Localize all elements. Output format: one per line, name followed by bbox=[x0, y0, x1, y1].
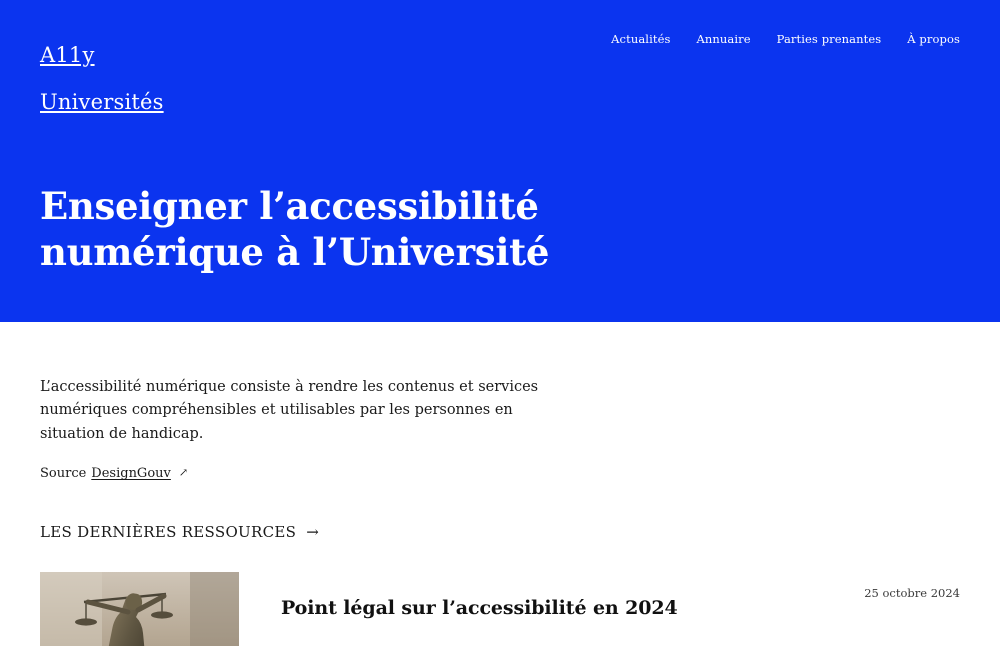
site-logo-line-2: Universités bbox=[40, 89, 164, 114]
resource-title[interactable]: Point légal sur l’accessibilité en 2024 bbox=[281, 597, 678, 620]
intro-line-3: situation de handicap. bbox=[40, 425, 204, 442]
intro-line-1: L’accessibilité numérique consiste à rendre les contenus et services bbox=[40, 379, 539, 395]
site-logo[interactable] bbox=[40, 20, 164, 138]
site-hero bbox=[0, 0, 1000, 322]
intro-paragraph bbox=[40, 376, 540, 446]
external-link-icon: ↗ bbox=[178, 466, 189, 480]
nav-item-actualites[interactable]: Actualités bbox=[611, 32, 671, 46]
resource-date: 25 octobre 2024 bbox=[864, 586, 960, 601]
site-logo-line-1: A11y bbox=[40, 42, 95, 67]
nav-item-parties-prenantes[interactable]: Parties prenantes bbox=[776, 32, 882, 46]
nav-item-a-propos[interactable]: À propos bbox=[907, 32, 960, 46]
list-item[interactable] bbox=[40, 572, 960, 646]
source-label: Source bbox=[40, 466, 87, 482]
latest-resources-link[interactable] bbox=[40, 523, 319, 542]
source-link-designgouv[interactable]: DesignGouv bbox=[91, 466, 171, 482]
resource-thumbnail[interactable] bbox=[40, 572, 239, 646]
resource-body bbox=[281, 572, 822, 636]
page-title bbox=[40, 183, 549, 276]
nav-item-annuaire[interactable]: Annuaire bbox=[696, 32, 751, 46]
page-title-line-2: numérique à l’Université bbox=[40, 230, 550, 275]
resource-list bbox=[40, 572, 960, 646]
main-content bbox=[0, 376, 1000, 646]
latest-resources-label: LES DERNIÈRES RESSOURCES bbox=[40, 523, 297, 542]
intro-line-2: numériques compréhensibles et utilisables par les personnes en bbox=[40, 402, 513, 419]
arrow-right-icon: → bbox=[306, 523, 320, 542]
page-title-line-1: Enseigner l’accessibilité bbox=[40, 183, 539, 228]
source-row bbox=[40, 466, 960, 481]
main-navigation bbox=[611, 32, 960, 46]
top-bar bbox=[0, 0, 1000, 138]
